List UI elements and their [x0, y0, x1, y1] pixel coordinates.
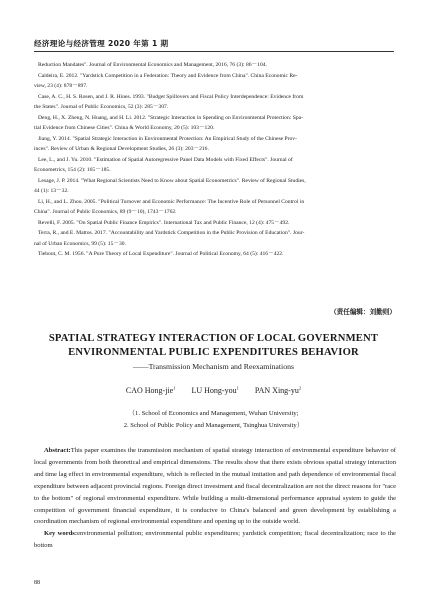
- reference-entry: Terra, R., and E. Mattos. 2017. "Accountability and Yardstick Competition in the Public Provision of Education". Jour-: [38, 230, 305, 236]
- reference-entry: Reduction Mandates". Journal of Environmental Economics and Management, 2016, 76 (3): 86－104.: [38, 62, 267, 68]
- english-title: [0, 332, 427, 360]
- affiliation-2: 2. School of Public Policy and Management, Tsinghua University）: [123, 422, 304, 429]
- reference-entry: Li, H., and L. Zhou. 2005. "Political Turnover and Economic Performance: The Incentive Role of Personnel Control in: [38, 198, 305, 205]
- reference-entry: Lesage, J. P. 2014. "What Regional Scientists Need to Know about Spatial Econometrics". Review of Regional Studies,: [38, 177, 306, 184]
- running-head: 经济理论与经济管理 2020 年第 1 期: [34, 39, 169, 48]
- reference-continuation: the States". Journal of Public Economics, 52 (3): 285－307.: [34, 104, 169, 110]
- affiliation-1: （1. School of Economics and Management, Wuhan University;: [128, 410, 299, 417]
- author-name-text: PAN Xing-yu: [254, 385, 299, 395]
- reference-continuation: inces". Review of Urban & Regional Development Studies, 26 (3): 203－216.: [34, 146, 209, 152]
- author-affiliation-mark: 2: [298, 385, 302, 390]
- reference-entry: Case, A. C., H. S. Rosen, and J. R. Hines. 1993. "Budget Spillovers and Fiscal Policy Interdependence: Evidence from: [38, 93, 304, 100]
- reference-continuation: China". Journal of Public Economics, 89 (9－10), 1743－1762.: [34, 209, 177, 215]
- author-affiliation-mark: 1: [173, 385, 176, 390]
- abstract-block: [34, 445, 396, 552]
- reference-entry: Caldeira, E. 2012. "Yardstick Competition in a Federation: Theory and Evidence from China". China Economic Re-: [38, 72, 298, 79]
- author-affiliation-mark: 1: [236, 385, 239, 390]
- reference-list: [34, 60, 396, 260]
- author-name: [126, 386, 176, 395]
- reference-entry: Deng, H., X. Zheng, N. Huang, and H. Li. 2012. "Strategic Interaction in Spending on Environmental Protection: Spa-: [38, 114, 303, 121]
- reference-entry: Lee, L., and J. Yu. 2010. "Estimation of Spatial Autoregressive Panel Data Models with Fixed Effects". Journal of: [38, 156, 293, 163]
- keywords-text: environmental pollution; environmental public expenditures; yardstick competition; fiscal decentralization; race to the bottom: [34, 530, 396, 550]
- reference-continuation: view, 23 (4): 878－897.: [34, 83, 88, 89]
- affiliations: [0, 408, 427, 432]
- title-line-2: ENVIRONMENTAL PUBLIC EXPENDITURES BEHAVIOR: [68, 347, 359, 358]
- abstract-label: Abstract:: [44, 447, 71, 454]
- author-list: [0, 385, 427, 395]
- page-number: 88: [34, 580, 40, 586]
- editor-note: （责任编辑：刘勤则）: [330, 308, 396, 316]
- reference-continuation: nal of Urban Economics, 99 (5): 15－30.: [34, 240, 126, 247]
- english-subtitle: ——Transmission Mechanism and Reexaminations: [132, 362, 295, 371]
- keywords-paragraph: [34, 528, 396, 552]
- keywords-label: Key words:: [44, 530, 78, 538]
- reference-entry: Tiebout, C. M. 1956. "A Pure Theory of Local Expenditure". Journal of Political Economy, 64 (5): 416－422.: [38, 251, 284, 257]
- abstract-text: This paper examines the transmission mechanism of spatial strategy interaction of environmental expenditure behavior of local governments from both theoretical and empirical dimensions. The results show that there exists obvious spatial strategy interaction and time lag effect in environmental expenditure, which is reflected in the mutual imitation and path dependence of environmental fiscal expenditure between adjacent provincial regions. Foreign direct investment and fiscal decentralization are not the direct reasons for "race to the bottom" of regional environmental expenditure. While building a multi-dimensional performance appraisal system to guide the competition of government financial expenditure, it is conducive to China's balanced and green development by establishing a coordination mechanism of regional environmental expenditure and opening up to the outside world.: [34, 447, 396, 526]
- author-name-text: LU Hong-you: [191, 385, 237, 395]
- author-name-text: CAO Hong-jie: [125, 385, 174, 395]
- reference-continuation: Econometrics, 154 (2): 165－185.: [34, 167, 111, 173]
- author-name: [191, 386, 238, 395]
- reference-continuation: 44 (1): 13－32.: [34, 188, 69, 194]
- header-divider: [34, 51, 394, 52]
- reference-entry: Revelli, F. 2005. "On Spatial Public Finance Empirics". International Tax and Public Finance, 12 (4): 475－492.: [38, 219, 290, 226]
- reference-continuation: tial Evidence from Chinese Cities". China & World Economy, 20 (5): 103－120.: [34, 125, 215, 131]
- reference-entry: Jiang, Y. 2014. "Spatial Strategic Interaction in Environmental Protection: An Empirical Study of the Chinese Prov-: [38, 135, 297, 142]
- author-name: [255, 386, 301, 395]
- abstract-paragraph: [34, 445, 396, 528]
- title-line-1: SPATIAL STRATEGY INTERACTION OF LOCAL GOVERNMENT: [48, 333, 379, 344]
